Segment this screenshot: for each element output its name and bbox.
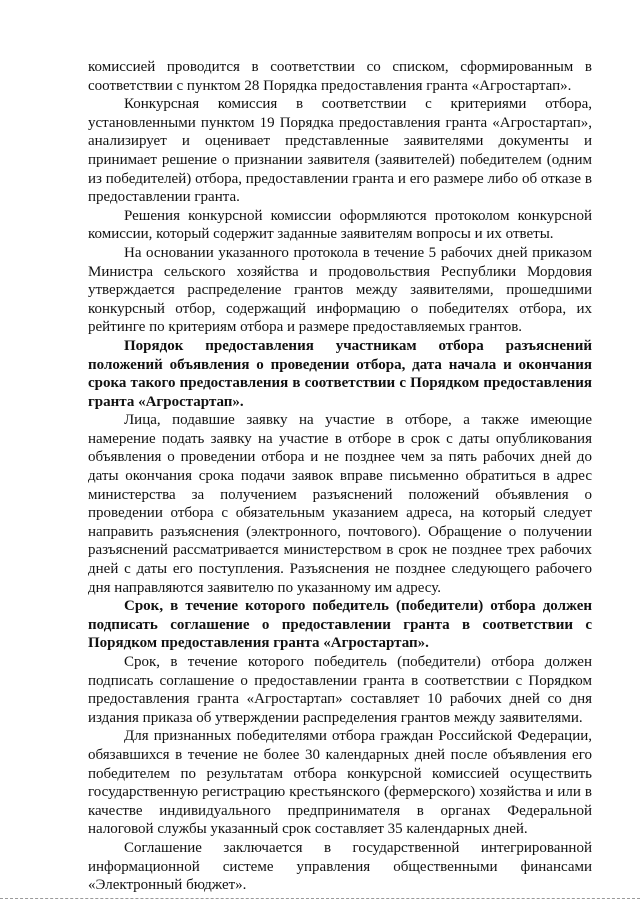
- paragraph-commission-protocol: Решения конкурсной комиссии оформляются протоколом конкурсной комиссии, который содержит заданные заявителям вопросы и их ответы.: [88, 207, 592, 243]
- paragraph-commission-evaluation: Конкурсная комиссия в соответствии с критериями отбора, установленными пунктом 19 Порядка предоставления гранта «Агростартап», анализирует и оценивает представленные заявителями документы и принимает решение о признании заявителя (заявителей) победителем (одним из победителей) отбора, предоставлении гранта и его размере либо об отказе в предоставлении гранта.: [88, 96, 592, 206]
- paragraph-electronic-budget: Соглашение заключается в государственной интегрированной информационной системе управления общественными финансами «Электронный бюджет».: [88, 839, 592, 894]
- paragraph-minister-order: На основании указанного протокола в течение 5 рабочих дней приказом Министра сельского хозяйства и продовольствия Республики Мордовия утверждается распределение грантов между заявителями, прошедшими конкурсный отбор, содержащий информацию о победителях отбора, их рейтинге по критериям отбора и размере предоставляемых грантов.: [88, 244, 592, 336]
- paragraph-agreement-term: Срок, в течение которого победитель (победители) отбора должен подписать соглашение о предоставлении гранта в соответствии с Порядком предоставления гранта «Агростартап» составляет 10 рабочих дней со дня издания приказа об утверждении распределения грантов между заявителями.: [88, 654, 592, 726]
- scan-edge-line: [0, 898, 640, 899]
- paragraph-clarifications: Лица, подавшие заявку на участие в отборе, а также имеющие намерение подать заявку на участие в отборе в срок с даты опубликования объявления о проведении отбора и не позднее чем за пять рабочих дней до даты окончания срока подачи заявок вправе письменно обратиться в адрес министерства за получением разъяснений положений объявления о проведении отбора с обязательным указанием адреса, на который следует направить разъяснения (электронного, почтового). Обращение о получении разъяснений рассматривается министерством в срок не позднее трех рабочих дней с даты его поступления. Разъяснения не позднее следующего рабочего дня направляются заявителю по указанному им адресу.: [88, 412, 592, 596]
- document-page: [88, 58, 592, 895]
- paragraph-citizens-registration: Для признанных победителями отбора граждан Российской Федерации, обязавшихся в течение не более 30 календарных дней после объявления его победителем по результатам отбора конкурсной комиссией осуществить государственную регистрацию крестьянского (фермерского) хозяйства и или в качестве индивидуального предпринимателя в органах Федеральной налоговой службы указанный срок составляет 35 календарных дней.: [88, 728, 592, 838]
- section-heading-agreement-term: Срок, в течение которого победитель (победители) отбора должен подписать соглашение о предоставлении гранта в соответствии с Порядком предоставления гранта «Агростартап».: [88, 598, 592, 652]
- section-heading-clarifications: Порядок предоставления участникам отбора разъяснений положений объявления о проведении отбора, дата начала и окончания срока такого предоставления в соответствии с Порядком предоставления гранта «Агростартап».: [88, 337, 592, 410]
- paragraph-continuation: комиссией проводится в соответствии со списком, сформированным в соответствии с пунктом 28 Порядка предоставления гранта «Агростартап».: [88, 59, 592, 94]
